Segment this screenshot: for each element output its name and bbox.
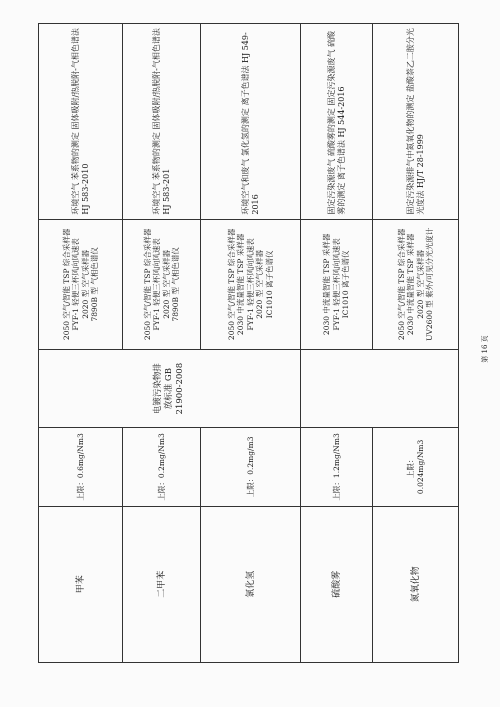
table-row: [373, 24, 459, 663]
method-cell: 固定污染源废气 硫酸雾的测定 固定污染源废气 硫酸雾的测定 离子色谱法 HJ 544-2016: [301, 24, 373, 220]
table-row: [123, 24, 201, 663]
table-row: [301, 24, 373, 663]
equipment-line: 2050 空气/智能 TSP 综合采样器: [142, 228, 152, 341]
equipment-cell: [301, 219, 373, 349]
method-cell: 环境空气 苯系物的测定 固体吸附/热脱附-气相色谱法 HJ 583-201: [123, 24, 201, 220]
monitoring-method-table: [38, 23, 459, 663]
page-number: 第 16 页: [481, 335, 489, 363]
equipment-line: 2030 中流量智能 TSP 采样器: [236, 233, 246, 336]
equipment-line: IC1010 离子色谱仪: [264, 250, 274, 319]
equipment-cell: [123, 219, 201, 349]
pollutant-cell: 氮氧化物: [373, 506, 459, 662]
limit-cell: 上限：0.024mg/Nm3: [373, 428, 459, 506]
equipment-line: 2020 型 空气采样器: [415, 249, 425, 319]
limit-cell: 上限：0.2mg/Nm3: [123, 428, 201, 506]
equipment-cell: [201, 219, 301, 349]
equipment-line: 2020 型 空气采样器: [80, 249, 90, 319]
equipment-line: 7890B 型 气相色谱仪: [171, 247, 180, 322]
equipment-cell: [39, 219, 123, 349]
equipment-line: 2050 空气/智能 TSP 综合采样器: [396, 228, 406, 341]
standard-cell: 电镀污染物排放标准 GB 21900-2008: [39, 350, 301, 428]
table-row: [201, 24, 301, 663]
pollutant-cell: 氯化氢: [201, 506, 301, 662]
equipment-line: UV2600 型 紫外/可见分光光度计: [425, 227, 434, 341]
pollutant-cell: 硫酸雾: [301, 506, 373, 662]
equipment-line: 2030 中流量智能 TSP 采样器: [322, 233, 332, 336]
equipment-line: 2030 中流量智能 TSP 采样器: [406, 233, 415, 336]
equipment-line: 2050 空气/智能 TSP 综合采样器: [226, 228, 236, 341]
equipment-line: 2050 空气/智能 TSP 综合采样器: [61, 228, 71, 341]
table-row: [39, 24, 123, 663]
equipment-cell: [373, 219, 459, 349]
rotated-table-container: [38, 23, 458, 663]
equipment-line: FYF-1 轻便三杯风向风速表: [245, 238, 255, 331]
pollutant-cell: 甲苯: [39, 506, 123, 662]
limit-cell: 上限：0.6mg/Nm3: [39, 428, 123, 506]
limit-cell: 上限：1.2mg/Nm3: [301, 428, 373, 506]
equipment-line: 2020 型 空气采样器: [161, 249, 171, 319]
pollutant-cell: 二甲苯: [123, 506, 201, 662]
equipment-line: FYF-1 轻便三杯风向风速表: [71, 238, 80, 331]
method-cell: 环境空气和废气 氯化氢的测定 离子色谱法 HJ 549-2016: [201, 24, 301, 220]
equipment-line: FYF-1 轻便三杯风向风速表: [152, 238, 161, 331]
equipment-line: 7890B 型 气相色谱仪: [90, 247, 99, 322]
limit-cell: 上限：0.2mg/m3: [201, 428, 301, 506]
equipment-line: IC1010 离子色谱仪: [341, 250, 351, 319]
equipment-line: 2020 型 空气采样器: [255, 249, 265, 319]
standard-cell-empty: [301, 350, 459, 428]
equipment-line: FYF-1 轻便三杯风向风速表: [331, 238, 341, 331]
method-cell: 固定污染源排气中氮氧化物的测定 盐酸萘乙二胺分光光度法 HJ/T 28-1999: [373, 24, 459, 220]
method-cell: 环境空气 苯系物的测定 固体吸附/热脱附-气相色谱法 HJ 583-2010: [39, 24, 123, 220]
